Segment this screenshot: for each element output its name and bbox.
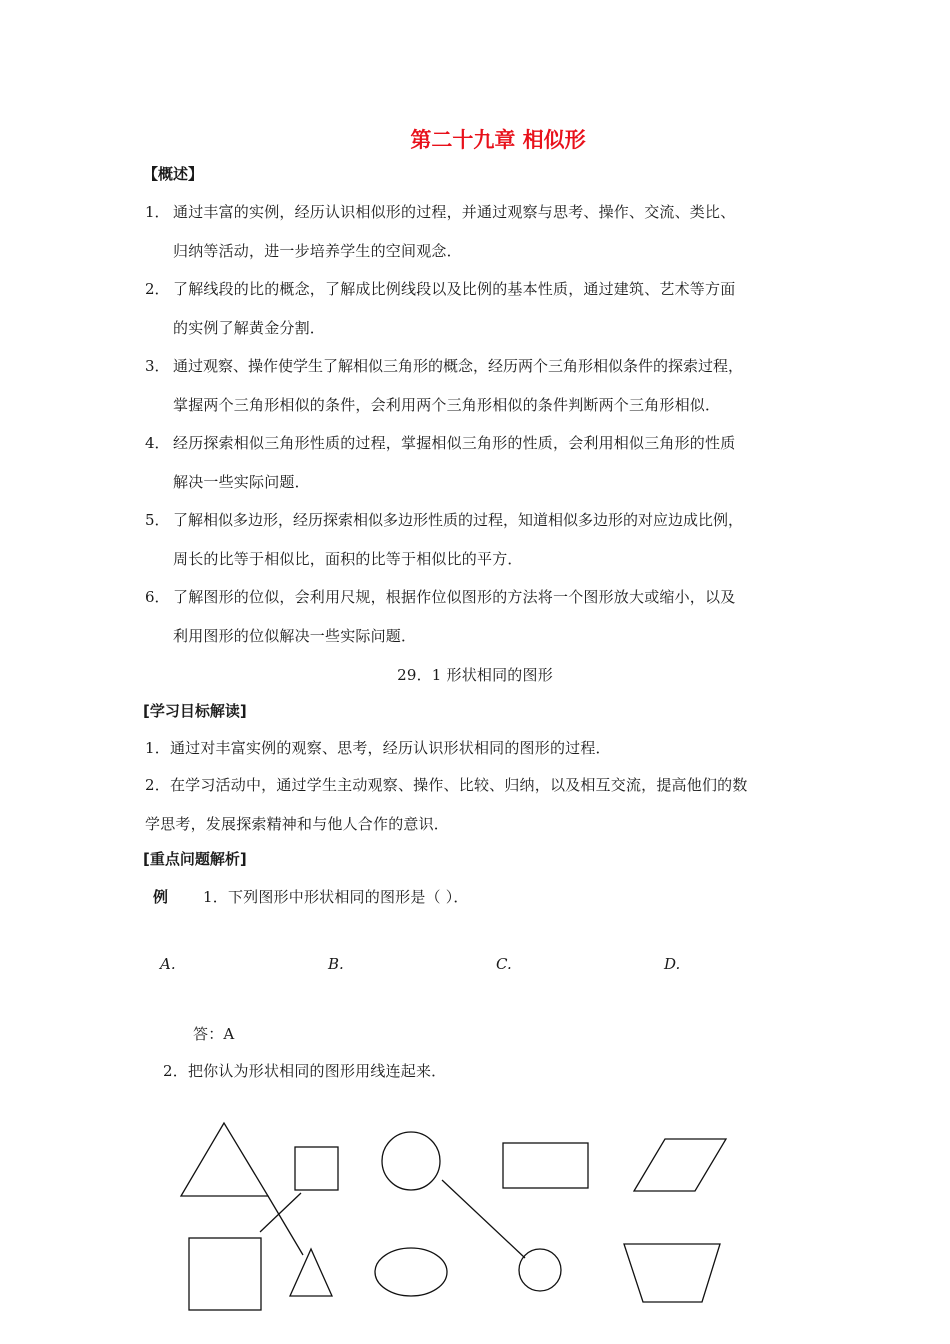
overview-item-4-line1: 经历探索相似三角形性质的过程，掌握相似三角形的性质，会利用相似三角形的性质 bbox=[173, 434, 736, 452]
overview-item-5-line1: 了解相似多边形，经历探索相似多边形性质的过程，知道相似多边形的对应边成比例， bbox=[173, 511, 744, 529]
overview-item-3-num: 3． bbox=[145, 357, 170, 375]
trapezoid bbox=[624, 1244, 720, 1302]
key-problems-heading: [重点问题解析] bbox=[143, 850, 247, 868]
overview-item-4-line2: 解决一些实际问题． bbox=[173, 473, 310, 491]
rectangle bbox=[503, 1143, 588, 1188]
answer-1: 答：A bbox=[193, 1025, 235, 1043]
overview-item-3-line2: 掌握两个三角形相似的条件，会利用两个三角形相似的条件判断两个三角形相似． bbox=[173, 396, 721, 414]
connect-circle-line bbox=[442, 1180, 525, 1258]
overview-item-4-num: 4． bbox=[145, 434, 170, 452]
question-2: 2．把你认为形状相同的图形用线连起来． bbox=[163, 1062, 447, 1080]
large-triangle bbox=[181, 1123, 268, 1196]
connect-triangle-line bbox=[268, 1196, 303, 1255]
example-label: 例 bbox=[153, 888, 169, 906]
overview-item-1-num: 1． bbox=[145, 203, 170, 221]
overview-item-3-line1: 通过观察、操作使学生了解相似三角形的概念，经历两个三角形相似条件的探索过程， bbox=[173, 357, 744, 375]
objective-1: 1．通过对丰富实例的观察、思考，经历认识形状相同的图形的过程． bbox=[145, 739, 611, 757]
overview-item-2-num: 2． bbox=[145, 280, 170, 298]
overview-item-6-line2: 利用图形的位似解决一些实际问题． bbox=[173, 627, 417, 645]
overview-item-6-line1: 了解图形的位似，会利用尺规，根据作位似图形的方法将一个图形放大或缩小，以及 bbox=[173, 588, 736, 606]
large-circle bbox=[382, 1132, 440, 1190]
option-d: D. bbox=[664, 955, 681, 973]
small-square bbox=[295, 1147, 338, 1190]
parallelogram bbox=[634, 1139, 726, 1191]
page-title: 第二十九章 相似形 bbox=[410, 128, 586, 152]
section-title: 29．1 形状相同的图形 bbox=[397, 666, 553, 684]
question-1: 1．下列图形中形状相同的图形是（ ）． bbox=[203, 888, 469, 906]
objective-2-line1: 2．在学习活动中，通过学生主动观察、操作、比较、归纳，以及相互交流，提高他们的数 bbox=[145, 776, 748, 794]
ellipse bbox=[375, 1248, 447, 1296]
objectives-heading: [学习目标解读] bbox=[143, 702, 247, 720]
small-circle bbox=[519, 1249, 561, 1291]
option-c: C. bbox=[496, 955, 512, 973]
overview-item-2-line2: 的实例了解黄金分割． bbox=[173, 319, 326, 337]
overview-item-5-num: 5． bbox=[145, 511, 170, 529]
large-square bbox=[189, 1238, 261, 1310]
overview-item-1-line2: 归纳等活动，进一步培养学生的空间观念． bbox=[173, 242, 462, 260]
overview-item-2-line1: 了解线段的比的概念，了解成比例线段以及比例的基本性质，通过建筑、艺术等方面 bbox=[173, 280, 736, 298]
small-triangle bbox=[290, 1249, 332, 1296]
connect-square-line bbox=[260, 1193, 301, 1232]
objective-2-line2: 学思考，发展探索精神和与他人合作的意识． bbox=[145, 815, 450, 833]
option-a: A. bbox=[160, 955, 176, 973]
overview-item-6-num: 6． bbox=[145, 588, 170, 606]
option-b: B. bbox=[328, 955, 344, 973]
overview-item-5-line2: 周长的比等于相似比，面积的比等于相似比的平方． bbox=[173, 550, 523, 568]
overview-item-1-line1: 通过丰富的实例，经历认识相似形的过程，并通过观察与思考、操作、交流、类比、 bbox=[173, 203, 736, 221]
overview-heading: 【概述】 bbox=[143, 165, 204, 183]
